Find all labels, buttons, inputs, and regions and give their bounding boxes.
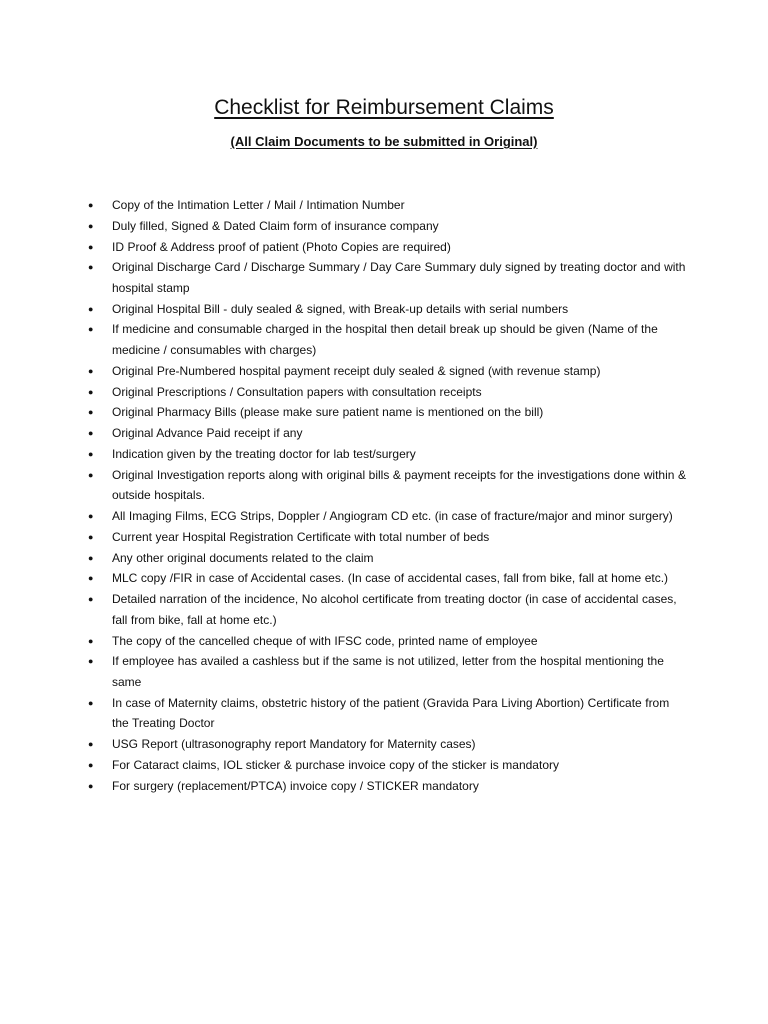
bullet-icon: ● — [88, 531, 94, 542]
checklist-item-text: Original Investigation reports along with original bills & payment receipts for the investigations done within & outside hospitals. — [112, 467, 686, 503]
checklist-item — [88, 444, 688, 465]
checklist-item — [88, 589, 688, 630]
checklist-item-text: If employee has availed a cashless but if the same is not utilized, letter from the hospital mentioning the same — [112, 654, 664, 689]
checklist-item-text: Original Advance Paid receipt if any — [112, 426, 303, 441]
checklist-item-text: Current year Hospital Registration Certificate with total number of beds — [112, 529, 490, 544]
bullet-icon: ● — [88, 697, 94, 708]
checklist-item — [88, 237, 688, 258]
bullet-icon: ● — [88, 303, 94, 314]
bullet-icon: ● — [88, 200, 94, 210]
checklist-item — [88, 299, 688, 320]
checklist-item — [88, 527, 688, 548]
checklist-item — [88, 693, 688, 734]
checklist-item-text: Original Pharmacy Bills (please make sure patient name is mentioned on the bill) — [112, 405, 544, 420]
checklist-item — [88, 361, 688, 382]
checklist-item — [88, 568, 688, 589]
bullet-icon: ● — [88, 324, 94, 335]
checklist-item-text: Original Hospital Bill - duly sealed & signed, with Break-up details with serial numbers — [112, 301, 569, 316]
bullet-icon: ● — [88, 780, 94, 791]
checklist-item-text: Original Pre-Numbered hospital payment receipt duly sealed & signed (with revenue stamp) — [112, 363, 601, 378]
claim-document-checklist — [88, 195, 688, 796]
checklist-item — [88, 776, 688, 797]
checklist-item — [88, 631, 688, 652]
checklist-item-text: Duly filled, Signed & Dated Claim form of insurance company — [112, 218, 439, 233]
checklist-item-text: Original Discharge Card / Discharge Summary / Day Care Summary duly signed by treating doctor and with hospital stamp — [112, 260, 686, 295]
bullet-icon: ● — [88, 386, 94, 397]
checklist-item — [88, 465, 688, 506]
bullet-icon: ● — [88, 448, 94, 459]
checklist-item — [88, 548, 688, 569]
checklist-item — [88, 195, 688, 216]
bullet-icon: ● — [88, 635, 94, 646]
bullet-icon: ● — [88, 573, 94, 584]
document-title: Checklist for Reimbursement Claims — [214, 96, 554, 119]
checklist-item — [88, 402, 688, 423]
checklist-item-text: Original Prescriptions / Consultation papers with consultation receipts — [112, 384, 482, 399]
bullet-icon: ● — [88, 262, 94, 273]
bullet-icon: ● — [88, 738, 94, 749]
checklist-item — [88, 755, 688, 776]
bullet-icon: ● — [88, 365, 94, 376]
checklist-item-text: MLC copy /FIR in case of Accidental cases. (In case of accidental cases, fall from bike, fall at home etc.) — [112, 571, 669, 586]
checklist-item — [88, 506, 688, 527]
bullet-icon: ● — [88, 552, 94, 563]
checklist-item-text: For Cataract claims, IOL sticker & purchase invoice copy of the sticker is mandatory — [112, 757, 559, 772]
checklist-item — [88, 257, 688, 298]
checklist-item-text: The copy of the cancelled cheque of with IFSC code, printed name of employee — [112, 633, 538, 648]
checklist-item — [88, 319, 688, 360]
bullet-icon: ● — [88, 469, 94, 480]
checklist-item-text: Indication given by the treating doctor for lab test/surgery — [112, 446, 416, 461]
bullet-icon: ● — [88, 594, 94, 605]
checklist-item — [88, 734, 688, 755]
checklist-item-text: If medicine and consumable charged in the hospital then detail break up should be given (Name of the medicine / consumables with charges) — [112, 322, 658, 357]
checklist-item-text: For surgery (replacement/PTCA) invoice copy / STICKER mandatory — [112, 778, 479, 793]
bullet-icon: ● — [88, 407, 94, 418]
bullet-icon: ● — [88, 241, 94, 252]
checklist-item — [88, 651, 688, 692]
checklist-item-text: Copy of the Intimation Letter / Mail / Intimation Number — [112, 198, 405, 212]
bullet-icon: ● — [88, 656, 94, 667]
bullet-icon: ● — [88, 511, 94, 522]
bullet-icon: ● — [88, 428, 94, 439]
checklist-item-text: In case of Maternity claims, obstetric history of the patient (Gravida Para Living Abortion) Certificate from the Treating Doctor — [112, 695, 670, 731]
document-subtitle: (All Claim Documents to be submitted in Original) — [230, 134, 538, 149]
checklist-item — [88, 216, 688, 237]
checklist-item-text: USG Report (ultrasonography report Mandatory for Maternity cases) — [112, 736, 476, 751]
checklist-item — [88, 423, 688, 444]
checklist-item-text: Any other original documents related to the claim — [112, 550, 374, 565]
checklist-item-text: All Imaging Films, ECG Strips, Doppler / Angiogram CD etc. (in case of fracture/major and minor surgery) — [112, 509, 673, 524]
checklist-item — [88, 382, 688, 403]
bullet-icon: ● — [88, 220, 94, 231]
bullet-icon: ● — [88, 759, 94, 770]
checklist-item-text: Detailed narration of the incidence, No alcohol certificate from treating doctor (in case of accidental cases, fall from bike, fall at home etc.) — [112, 592, 677, 627]
checklist-item-text: ID Proof & Address proof of patient (Photo Copies are required) — [112, 239, 451, 254]
